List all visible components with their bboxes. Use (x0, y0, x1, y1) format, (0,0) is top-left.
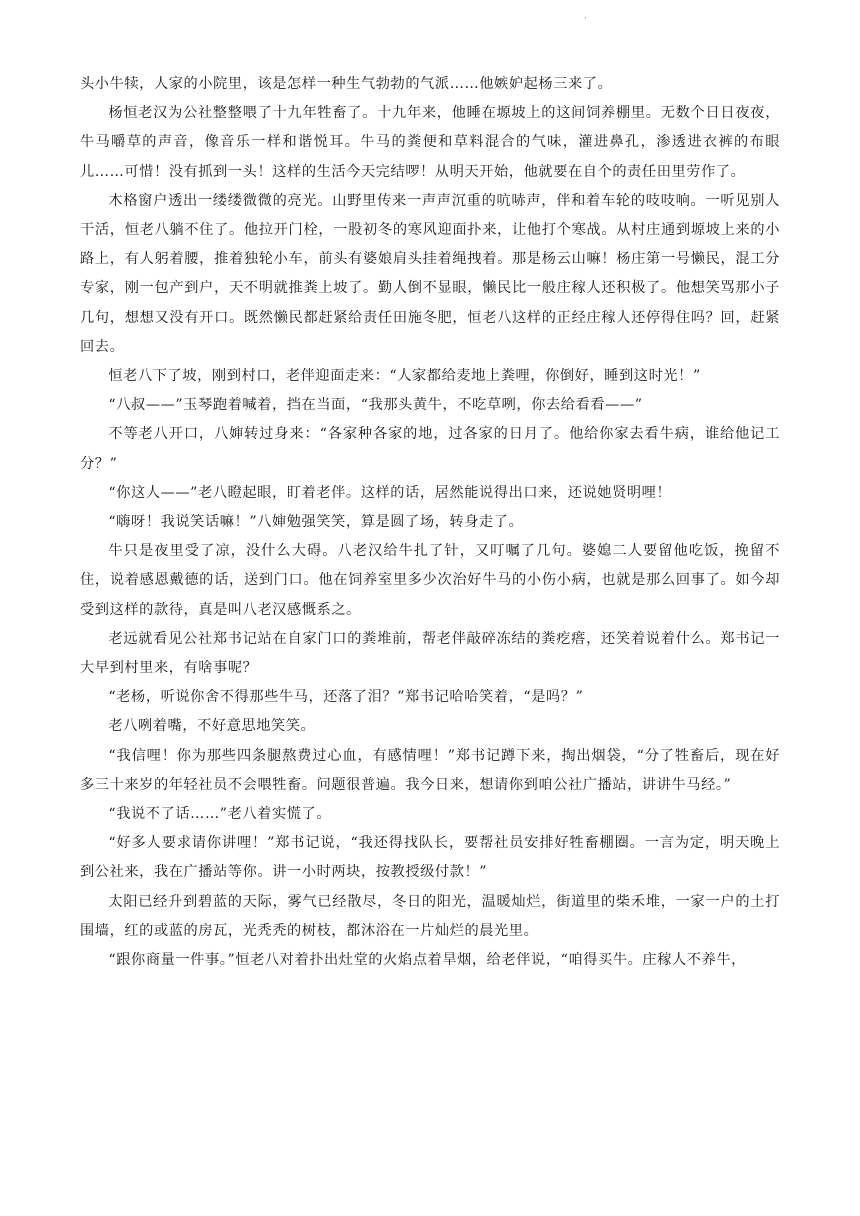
paragraph: “好多人要求请你讲哩！”郑书记说，“我还得找队长，要帮社员安排好牲畜棚圈。一言为定，明天晚上到公社来，我在广播站等你。讲一小时两块，按教授级付款！” (80, 835, 780, 881)
paragraph-continued: 头小牛犊，人家的小院里，该是怎样一种生气勃勃的气派……他嫉妒起杨三来了。 (80, 76, 613, 92)
paragraph: 木格窗户透出一缕缕微微的亮光。山野里传来一声声沉重的吭哧声，伴和着车轮的吱吱响。一听见别人干活，恒老八躺不住了。他拉开门栓，一股初冬的寒风迎面扑来，让他打个寒战。从村庄通到塬坡上来的小路上，有人躬着腰，推着独轮小车，前头有婆娘肩头挂着绳拽着。那是杨云山嘛！杨庄第一号懒民，混工分专家，刚一包产到户，天不明就推粪上坡了。勤人倒不显眼，懒民比一般庄稼人还积极了。他想笑骂那小子几句，想想又没有开口。既然懒民都赶紧给责任田施冬肥，恒老八这样的正经庄稼人还停得住吗？回，赶紧回去。 (80, 192, 780, 355)
paragraph: 太阳已经升到碧蓝的天际，雾气已经散尽，冬日的阳光，温暖灿烂，街道里的柴禾堆，一家一户的土打围墙，红的或蓝的房瓦，光秃秃的树枝，都沐浴在一片灿烂的晨光里。 (80, 893, 780, 939)
paragraph: “老杨，听说你舍不得那些牛马，还落了泪？”郑书记哈哈笑着，“是吗？” (108, 689, 584, 706)
paragraph: “我说不了话……”老八着实慌了。 (108, 806, 332, 823)
header-mark: · (584, 14, 587, 24)
paragraph: 老八咧着嘴，不好意思地笑笑。 (108, 718, 316, 735)
paragraph: “我信哩！你为那些四条腿熬费过心血，有感情哩！”郑书记蹲下来，掏出烟袋，“分了牲畜后，现在好多三十来岁的年轻社员不会喂牲畜。问题很普遍。我今日来，想请你到咱公社广播站，讲讲牛马经。” (80, 747, 780, 793)
paragraph: 老远就看见公社郑书记站在自家门口的粪堆前，帮老伴敲碎冻结的粪疙瘩，还笑着说着什么。郑书记一大早到村里来，有啥事呢？ (80, 630, 780, 677)
paragraph: “嗨呀！我说笑话嘛！”八婶勉强笑笑，算是圆了场，转身走了。 (108, 514, 524, 531)
paragraph: “你这人——”老八瞪起眼，盯着老伴。这样的话，居然能说得出口来，还说她贤明哩！ (108, 484, 672, 501)
paragraph: “跟你商量一件事。”恒老八对着扑出灶堂的火焰点着旱烟，给老伴说，“咱得买牛。庄稼人不养牛， (108, 952, 746, 969)
paragraph: 不等老八开口，八婶转过身来：“各家种各家的地，过各家的日月了。他给你家去看牛病，谁给他记工分？” (80, 426, 780, 472)
article-body (80, 70, 780, 975)
paragraph: “八叔——”玉琴跑着喊着，挡在当面，“我那头黄牛，不吃草咧，你去给看看——” (108, 397, 643, 414)
paragraph: 恒老八下了坡，刚到村口，老伴迎面走来：“人家都给麦地上粪哩，你倒好，睡到这时光！” (108, 368, 701, 385)
paragraph: 牛只是夜里受了凉，没什么大碍。八老汉给牛扎了针，又叮嘱了几句。婆媳二人要留他吃饭，挽留不住，说着感恩戴德的话，送到门口。他在饲养室里多少次治好牛马的小伤小病，也就是那么回事了。如今却受到这样的款待，真是叫八老汉感慨系之。 (80, 543, 780, 618)
paragraph: 杨恒老汉为公社整整喂了十九年牲畜了。十九年来，他睡在塬坡上的这间饲养棚里。无数个日日夜夜，牛马嚼草的声音，像音乐一样和谐悦耳。牛马的粪便和草料混合的气味，灌进鼻孔，渗透进衣裤的布眼儿……可惜！没有抓到一头！这样的生活今天完结啰！从明天开始，他就要在自个的责任田里劳作了。 (80, 105, 780, 180)
